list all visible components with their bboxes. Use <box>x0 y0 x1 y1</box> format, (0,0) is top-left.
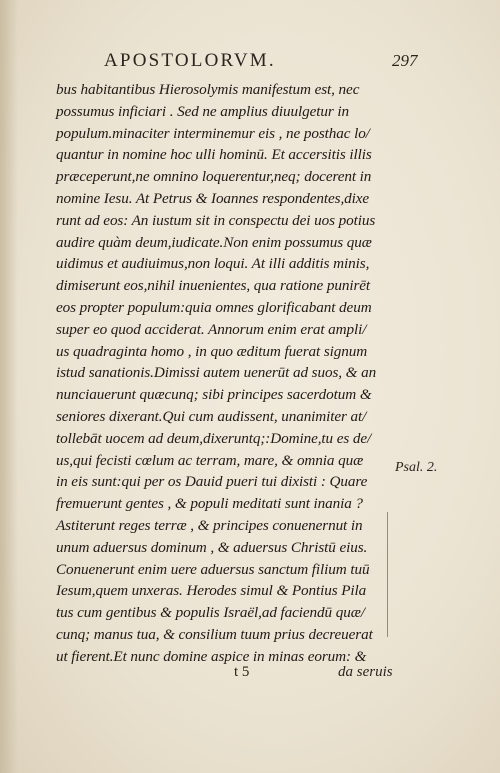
text-line: istud sanationis.Dimissi autem uenerūt ad suos, & an <box>56 364 377 382</box>
page-gutter-shadow <box>0 0 18 773</box>
running-head: APOSTOLORVM. <box>104 50 276 71</box>
text-line: seniores dixerant.Qui cum audissent, unanimiter at/ <box>56 407 367 425</box>
text-line: audire quàm deum,iudicate.Non enim possumus quæ <box>56 233 372 251</box>
folio-number: 297 <box>392 51 418 70</box>
text-line: Astiterunt reges terræ , & principes conuenernut in <box>56 516 363 534</box>
catchword: da seruis <box>338 664 393 680</box>
text-line: possumus inficiari . Sed ne amplius diuulgetur in <box>56 102 349 120</box>
text-line: us quadraginta homo , in quo æditum fuerat signum <box>56 342 368 360</box>
text-line: quantur in nomine hoc ulli hominū. Et accersitis illis <box>56 146 372 164</box>
text-line: nomine Iesu. At Petrus & Ioannes respondentes,dixe <box>56 189 370 207</box>
text-line: nunciauerunt quæcunq; sibi principes sacerdotum & <box>56 386 372 404</box>
text-line: super eo quod acciderat. Annorum enim erat ampli/ <box>56 320 367 338</box>
body-text <box>56 79 386 668</box>
text-line: tus cum gentibus & populis Israël,ad faciendū quæ/ <box>56 604 365 622</box>
text-line: tollebāt uocem ad deum,dixeruntq;:Domine,tu es de/ <box>56 429 372 447</box>
page-footer <box>0 664 500 686</box>
text-line: ut fierent.Et nunc domine aspice in minas eorum: & <box>56 647 367 665</box>
text-line: Conuenerunt enim uere aduersus sanctum filium tuū <box>56 560 370 578</box>
text-line: unum aduersus dominum , & aduersus Christū eius. <box>56 538 368 556</box>
text-line: dimiserunt eos,nihil inuenientes, qua ratione punirēt <box>56 277 371 295</box>
text-line: populum.minaciter interminemur eis , ne posthac lo/ <box>56 124 370 142</box>
text-line: cunq; manus tua, & consilium tuum prius decreuerat <box>56 625 373 643</box>
text-line: in eis sunt:qui per os Dauid pueri tui dixisti : Quare <box>56 473 368 491</box>
marginal-note: Psal. 2. <box>395 460 438 475</box>
text-line: fremuerunt gentes , & populi meditati sunt inania ? <box>56 495 363 513</box>
handwritten-bracket-mark <box>382 512 388 637</box>
signature-mark: t 5 <box>234 664 250 680</box>
text-line: eos propter populum:quia omnes glorificabant deum <box>56 298 372 316</box>
text-line: Iesum,quem unxeras. Herodes simul & Pontius Pila <box>56 582 367 600</box>
text-line: bus habitantibus Hierosolymis manifestum est, nec <box>56 81 360 98</box>
page-header <box>0 50 500 74</box>
text-line: præceperunt,ne omnino loquerentur,neq; docerent in <box>56 168 372 186</box>
text-line: runt ad eos: An iustum sit in conspectu dei uos potius <box>56 211 376 229</box>
text-line: us,qui fecisti cœlum ac terram, mare, & omnia quæ <box>56 451 364 469</box>
text-line: uidimus et audiuimus,non loqui. At illi additis minis, <box>56 255 370 273</box>
